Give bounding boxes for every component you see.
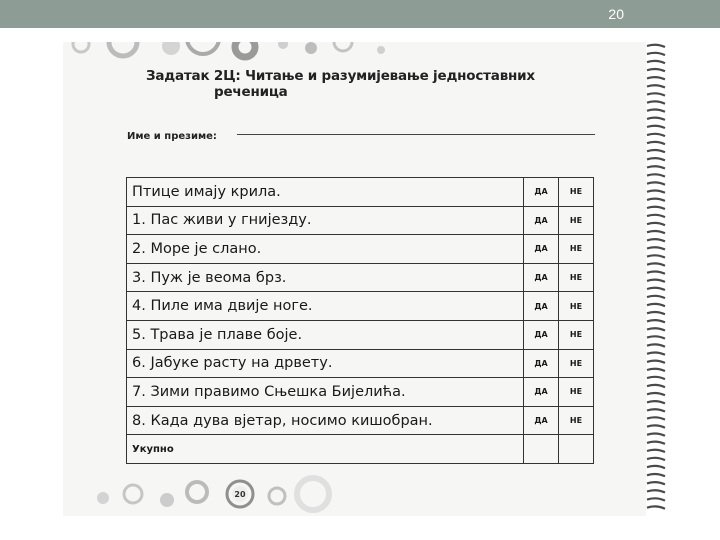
- spiral-coil: [647, 336, 665, 338]
- spiral-coil: [647, 377, 665, 379]
- spiral-coil: [647, 215, 665, 217]
- page-number: 20: [234, 490, 246, 499]
- spiral-coil: [647, 401, 665, 403]
- spiral-coil: [647, 174, 665, 176]
- spiral-coil: [647, 425, 665, 427]
- spiral-coil: [647, 126, 665, 128]
- table-row: [127, 235, 594, 264]
- spiral-coil: [647, 328, 665, 330]
- spiral-coil: [647, 482, 665, 484]
- yes-option[interactable]: ДА: [524, 406, 559, 435]
- spiral-coil: [647, 45, 665, 47]
- no-option[interactable]: НЕ: [559, 320, 594, 349]
- yes-option[interactable]: ДА: [524, 320, 559, 349]
- spiral-coil: [647, 434, 665, 436]
- spiral-coil: [647, 231, 665, 233]
- table-row: [127, 263, 594, 292]
- total-yes-cell: [524, 435, 559, 464]
- spiral-coil: [647, 166, 665, 168]
- spiral-coil: [647, 369, 665, 371]
- spiral-coil: [647, 320, 665, 322]
- worksheet-title-line1: Задатак 2Ц: Читање и разумијевање једноставних: [146, 68, 535, 84]
- table-row: [127, 349, 594, 378]
- no-option[interactable]: НЕ: [559, 263, 594, 292]
- worksheet-title: [146, 68, 616, 100]
- yes-option[interactable]: ДА: [524, 378, 559, 407]
- spiral-coil: [647, 272, 665, 274]
- questions-table: [126, 177, 594, 464]
- spiral-coil: [647, 304, 665, 306]
- yes-option[interactable]: ДА: [524, 263, 559, 292]
- no-option[interactable]: НЕ: [559, 178, 594, 207]
- yes-option[interactable]: ДА: [524, 235, 559, 264]
- spiral-coil: [647, 247, 665, 249]
- no-option[interactable]: НЕ: [559, 378, 594, 407]
- spiral-coil: [647, 296, 665, 298]
- spiral-coil: [647, 417, 665, 419]
- sentence-cell: Птице имају крила.: [127, 178, 524, 207]
- yes-option[interactable]: ДА: [524, 349, 559, 378]
- no-option[interactable]: НЕ: [559, 349, 594, 378]
- worksheet-page: [63, 42, 646, 516]
- yes-option[interactable]: ДА: [524, 178, 559, 207]
- sentence-cell: 6. Јабуке расту на дрвету.: [127, 349, 524, 378]
- table-row: [127, 378, 594, 407]
- spiral-coil: [647, 344, 665, 346]
- spiral-coil: [647, 134, 665, 136]
- slide-number: 20: [608, 6, 624, 22]
- spiral-coil: [647, 458, 665, 460]
- spiral-coil: [647, 69, 665, 71]
- spiral-coil: [647, 110, 665, 112]
- spiral-coil: [647, 474, 665, 476]
- spiral-coil: [647, 353, 665, 355]
- name-line: [237, 134, 595, 135]
- table-row: [127, 292, 594, 321]
- spiral-coil: [647, 77, 665, 79]
- spiral-coil: [647, 450, 665, 452]
- spiral-coil: [647, 255, 665, 257]
- sentence-cell: 8. Када дува вјетар, носимо кишобран.: [127, 406, 524, 435]
- yes-option[interactable]: ДА: [524, 206, 559, 235]
- spiral-coil: [647, 498, 665, 500]
- name-field: [127, 124, 597, 142]
- spiral-coil: [647, 182, 665, 184]
- decorative-circles-bottom: [63, 474, 646, 516]
- spiral-coil: [647, 61, 665, 63]
- spiral-coil: [647, 158, 665, 160]
- no-option[interactable]: НЕ: [559, 206, 594, 235]
- sentence-cell: 1. Пас живи у гнијезду.: [127, 206, 524, 235]
- spiral-coil: [647, 490, 665, 492]
- spiral-coil: [647, 239, 665, 241]
- spiral-coil: [647, 385, 665, 387]
- spiral-binding: [645, 42, 667, 516]
- spiral-coil: [647, 442, 665, 444]
- spiral-coil: [647, 288, 665, 290]
- spiral-coil: [647, 223, 665, 225]
- spiral-coil: [647, 207, 665, 209]
- sentence-cell: 4. Пиле има двије ноге.: [127, 292, 524, 321]
- spiral-coil: [647, 199, 665, 201]
- no-option[interactable]: НЕ: [559, 406, 594, 435]
- spiral-coil: [647, 506, 665, 508]
- spiral-coil: [647, 191, 665, 193]
- spiral-coil: [647, 409, 665, 411]
- no-option[interactable]: НЕ: [559, 292, 594, 321]
- table-row: [127, 320, 594, 349]
- sentence-cell: 2. Море је слано.: [127, 235, 524, 264]
- worksheet-title-line2: реченица: [214, 84, 288, 100]
- no-option[interactable]: НЕ: [559, 235, 594, 264]
- spiral-coil: [647, 466, 665, 468]
- table-row: [127, 178, 594, 207]
- table-row: [127, 406, 594, 435]
- slide-header-bar: [0, 0, 720, 28]
- total-row: [127, 435, 594, 464]
- table-row: [127, 206, 594, 235]
- spiral-coil: [647, 142, 665, 144]
- name-label: Име и презиме:: [127, 131, 217, 142]
- spiral-coil: [647, 312, 665, 314]
- spiral-coil: [647, 101, 665, 103]
- sentence-cell: 3. Пуж је веома брз.: [127, 263, 524, 292]
- total-label: Укупно: [127, 435, 524, 464]
- spiral-coil: [647, 85, 665, 87]
- spiral-coil: [647, 53, 665, 55]
- sentence-cell: 7. Зими правимо Сњешка Бијелића.: [127, 378, 524, 407]
- yes-option[interactable]: ДА: [524, 292, 559, 321]
- decorative-circles-top: [63, 42, 646, 70]
- sentence-cell: 5. Трава је плаве боје.: [127, 320, 524, 349]
- spiral-coil: [647, 150, 665, 152]
- spiral-coil: [647, 361, 665, 363]
- total-no-cell: [559, 435, 594, 464]
- spiral-coil: [647, 93, 665, 95]
- spiral-coil: [647, 263, 665, 265]
- spiral-coil: [647, 393, 665, 395]
- spiral-coil: [647, 118, 665, 120]
- spiral-coil: [647, 280, 665, 282]
